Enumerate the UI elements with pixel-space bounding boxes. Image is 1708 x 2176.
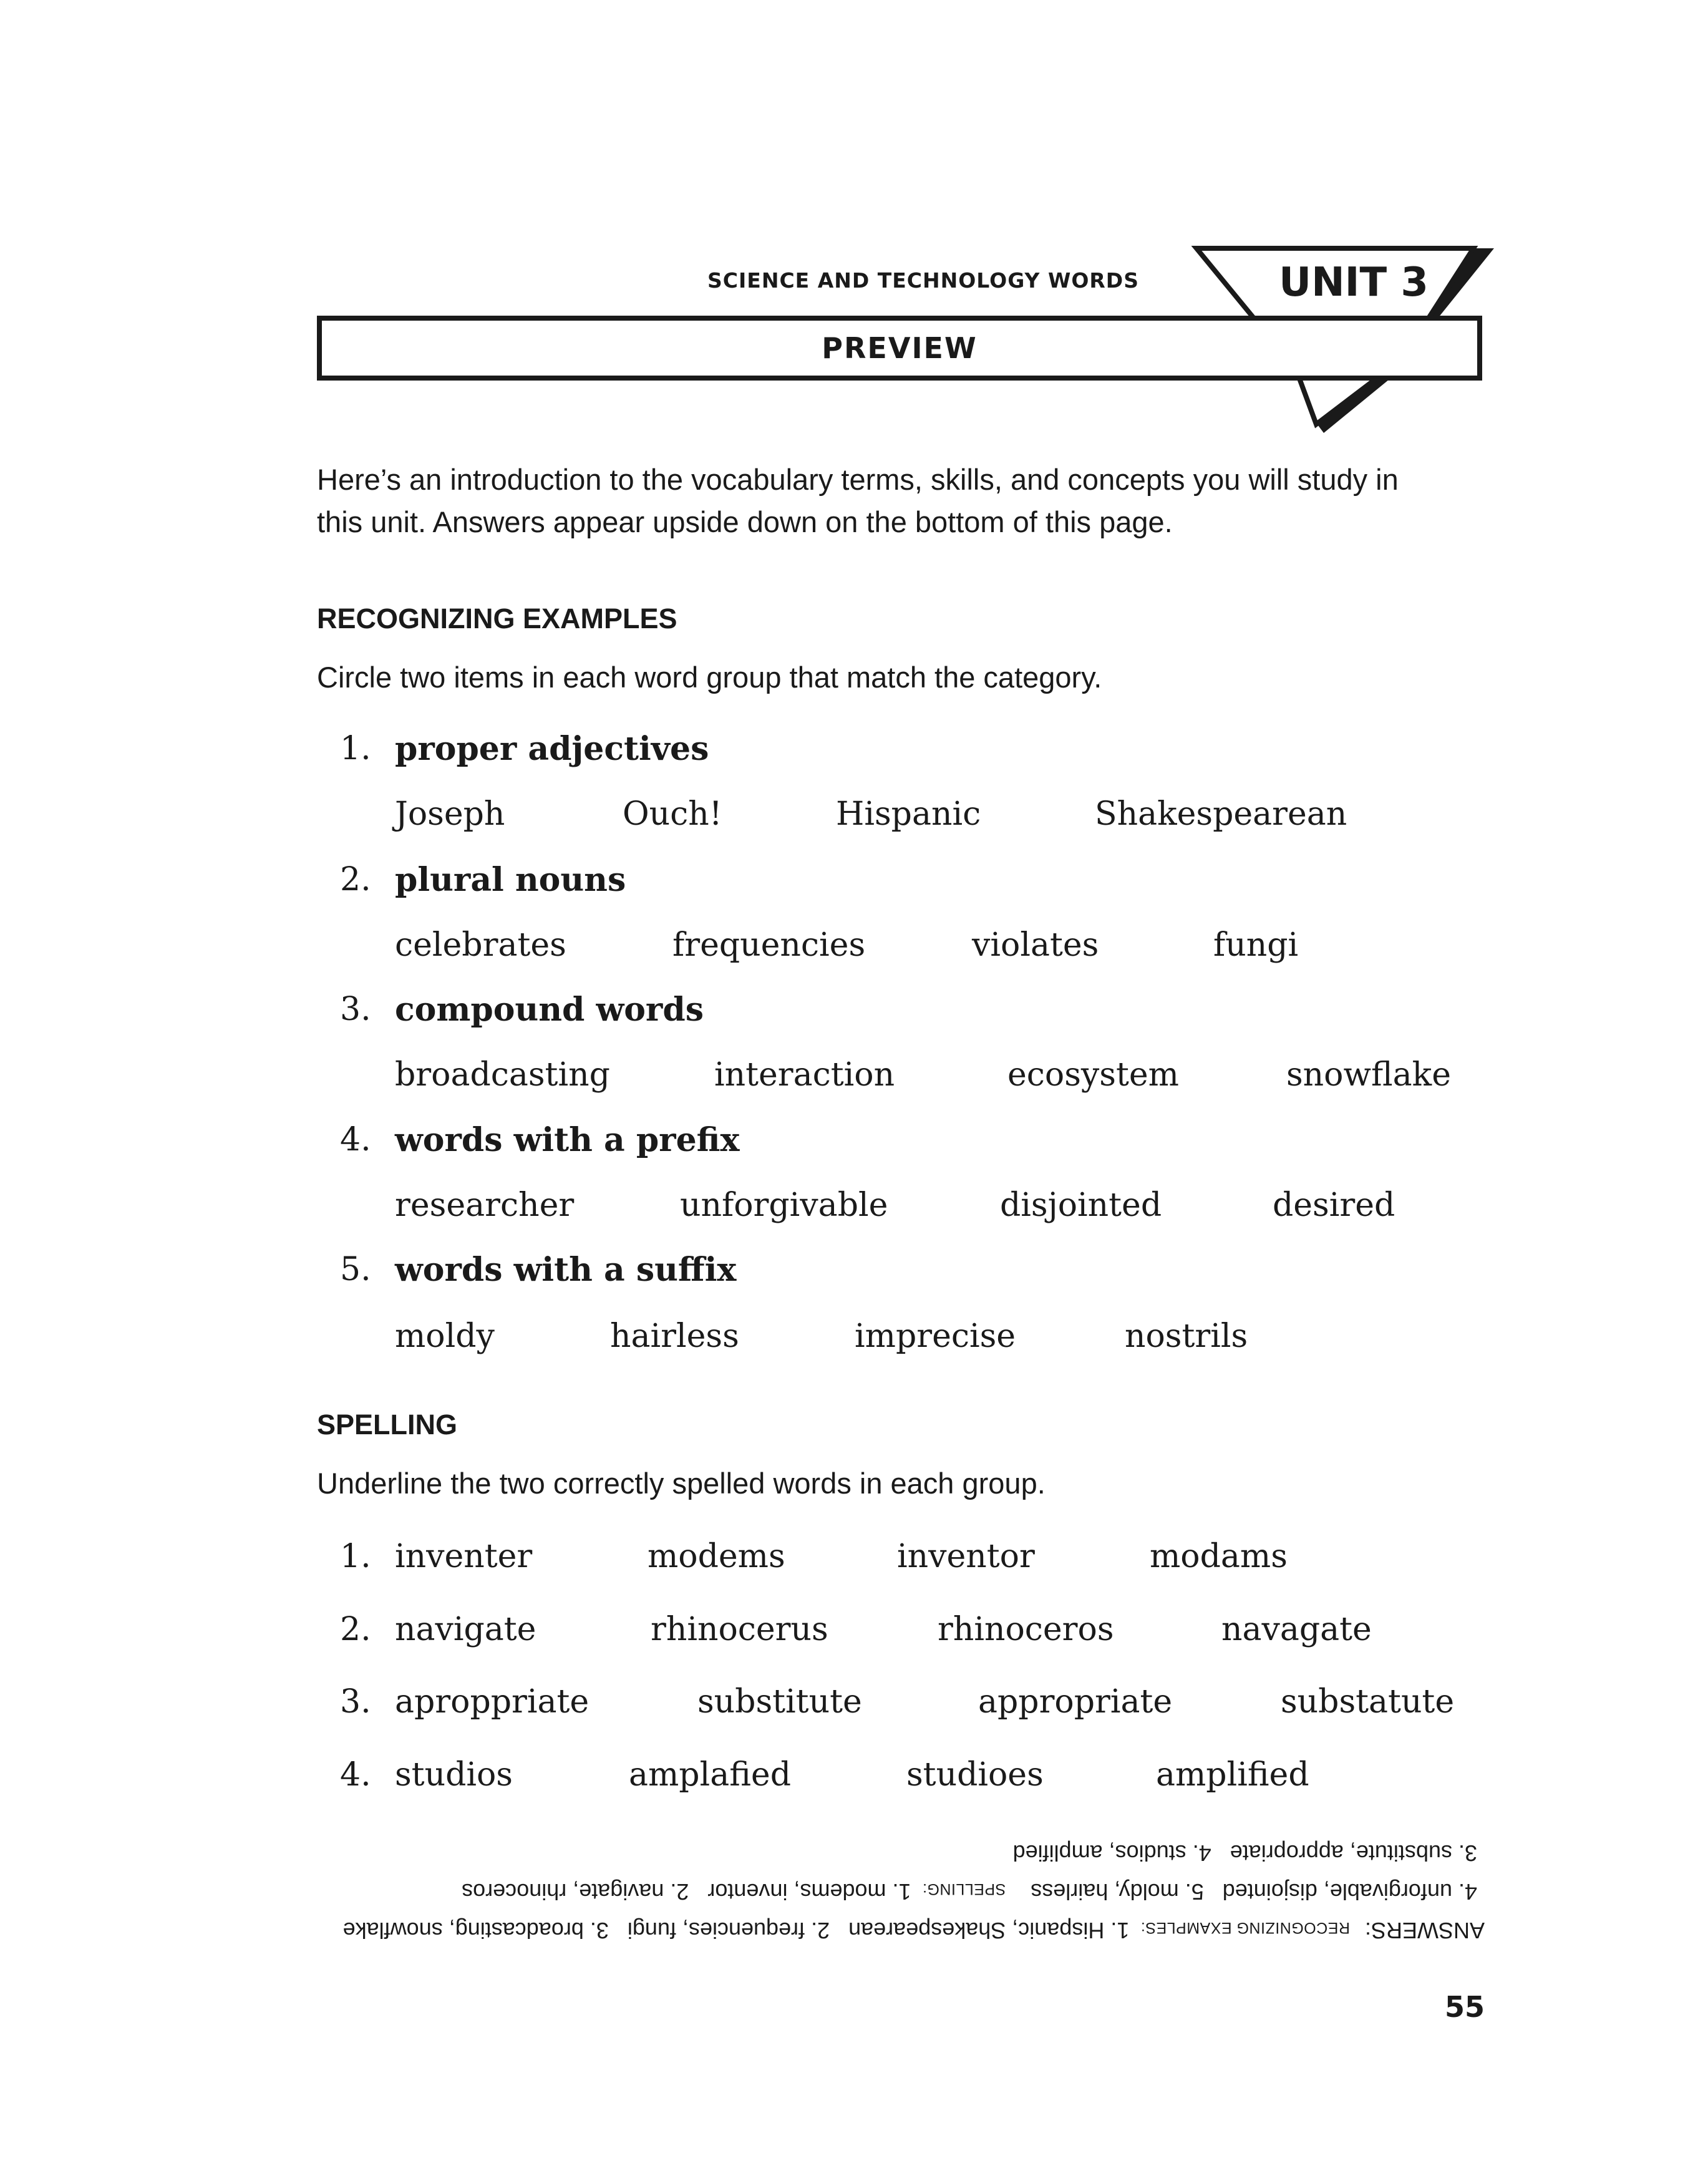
spelling-q4-word[interactable]: studioes bbox=[906, 1756, 1044, 1794]
spelling-q3-word[interactable]: substitute bbox=[697, 1683, 862, 1721]
recognizing-q4-category: words with a prefix bbox=[395, 1121, 740, 1159]
spelling-q3-number: 3. bbox=[340, 1683, 371, 1721]
recognizing-q1-word[interactable]: Hispanic bbox=[836, 795, 981, 833]
answer-key-upside-down bbox=[342, 1834, 1485, 1943]
recognizing-q5-category: words with a suffix bbox=[395, 1251, 737, 1289]
answers-line-3: 3. substitute, appropriate 4. studios, amplified bbox=[1012, 1840, 1477, 1866]
recognizing-q4-word[interactable]: researcher bbox=[395, 1187, 575, 1224]
preview-title: PREVIEW bbox=[822, 331, 978, 365]
spelling-heading: SPELLING bbox=[317, 1409, 458, 1440]
spelling-q2-word[interactable]: navagate bbox=[1221, 1611, 1372, 1648]
recognizing-q5-number: 5. bbox=[340, 1251, 371, 1288]
spelling-q4-number: 4. bbox=[340, 1756, 371, 1794]
spelling-q3-word[interactable]: appropriate bbox=[978, 1683, 1173, 1721]
answers-line-2-part-2: 1. modems, inventor 2. navigate, rhinoceros bbox=[462, 1879, 911, 1905]
answers-spelling-label: SPELLING: bbox=[922, 1880, 1006, 1898]
spelling-q3-word[interactable]: aproppriate bbox=[395, 1683, 590, 1721]
spelling-q4-word[interactable]: amplafied bbox=[629, 1756, 791, 1794]
recognizing-q3-word[interactable]: broadcasting bbox=[395, 1056, 610, 1094]
recognizing-instruction: Circle two items in each word group that match the category. bbox=[317, 661, 1102, 694]
spelling-q3-word[interactable]: substatute bbox=[1281, 1683, 1455, 1721]
recognizing-q4-word[interactable]: unforgivable bbox=[680, 1187, 888, 1224]
spelling-q4-word[interactable]: amplified bbox=[1156, 1756, 1309, 1794]
answers-label: ANSWERS: bbox=[1364, 1918, 1485, 1943]
spelling-instruction: Underline the two correctly spelled words in each group. bbox=[317, 1467, 1046, 1500]
spelling-q1-word[interactable]: inventor bbox=[897, 1538, 1035, 1575]
recognizing-q5-word[interactable]: imprecise bbox=[855, 1318, 1016, 1355]
answers-line-1: 1. Hispanic, Shakespearean 2. frequencies, fungi 3. broadcasting, snowflake bbox=[342, 1918, 1130, 1943]
answers-line-2-part-1: 4. unforgivable, disjointed 5. moldy, hairless bbox=[1031, 1879, 1477, 1905]
spelling-q1-word[interactable]: modems bbox=[648, 1538, 785, 1575]
answers-recognizing-label: RECOGNIZING EXAMPLES: bbox=[1140, 1919, 1350, 1936]
recognizing-q3-category: compound words bbox=[395, 991, 704, 1029]
spelling-q1-number: 1. bbox=[340, 1538, 371, 1575]
recognizing-q2-word[interactable]: celebrates bbox=[395, 926, 566, 964]
recognizing-q4-word[interactable]: desired bbox=[1273, 1187, 1395, 1224]
unit-label: UNIT 3 bbox=[1279, 260, 1429, 306]
page-number: 55 bbox=[1444, 1990, 1485, 2024]
recognizing-q3-word[interactable]: snowflake bbox=[1286, 1056, 1451, 1094]
recognizing-q5-word[interactable]: hairless bbox=[610, 1318, 739, 1355]
recognizing-q3-number: 3. bbox=[340, 991, 371, 1028]
spelling-q1-word[interactable]: modams bbox=[1150, 1538, 1288, 1575]
recognizing-q2-number: 2. bbox=[340, 861, 371, 898]
recognizing-q2-word[interactable]: violates bbox=[972, 926, 1099, 964]
answer-key-line-1 bbox=[343, 1917, 1485, 1943]
recognizing-q2-word[interactable]: fungi bbox=[1213, 926, 1299, 964]
recognizing-q1-number: 1. bbox=[340, 730, 371, 767]
unit-header-graphic bbox=[0, 0, 1708, 449]
intro-paragraph bbox=[317, 459, 1415, 543]
recognizing-q4-number: 4. bbox=[340, 1121, 371, 1158]
recognizing-q3-word[interactable]: interaction bbox=[714, 1056, 895, 1094]
recognizing-q5-word[interactable]: moldy bbox=[395, 1318, 495, 1355]
series-title: SCIENCE AND TECHNOLOGY WORDS bbox=[707, 268, 1139, 293]
recognizing-q1-word[interactable]: Ouch! bbox=[623, 795, 722, 833]
recognizing-q4-word[interactable]: disjointed bbox=[1000, 1187, 1162, 1224]
spelling-q2-word[interactable]: navigate bbox=[395, 1611, 536, 1648]
recognizing-q3-word[interactable]: ecosystem bbox=[1007, 1056, 1179, 1094]
intro-line-2: this unit. Answers appear upside down on the bottom of this page. bbox=[317, 505, 1173, 538]
recognizing-q2-category: plural nouns bbox=[395, 861, 626, 899]
answer-key-line-2 bbox=[462, 1878, 1477, 1905]
spelling-q1-word[interactable]: inventer bbox=[395, 1538, 533, 1575]
recognizing-q5-word[interactable]: nostrils bbox=[1125, 1318, 1248, 1355]
recognizing-q1-word[interactable]: Joseph bbox=[395, 795, 505, 833]
recognizing-q1-category: proper adjectives bbox=[395, 730, 709, 768]
spelling-q2-word[interactable]: rhinoceros bbox=[938, 1611, 1114, 1648]
spelling-q4-word[interactable]: studios bbox=[395, 1756, 513, 1794]
recognizing-q2-word[interactable]: frequencies bbox=[672, 926, 866, 964]
recognizing-examples-heading: RECOGNIZING EXAMPLES bbox=[317, 603, 677, 634]
intro-line-1: Here’s an introduction to the vocabulary terms, skills, and concepts you will study in bbox=[317, 463, 1399, 496]
spelling-q2-number: 2. bbox=[340, 1611, 371, 1648]
recognizing-q1-word[interactable]: Shakespearean bbox=[1095, 795, 1347, 833]
spelling-q2-word[interactable]: rhinocerus bbox=[651, 1611, 828, 1648]
